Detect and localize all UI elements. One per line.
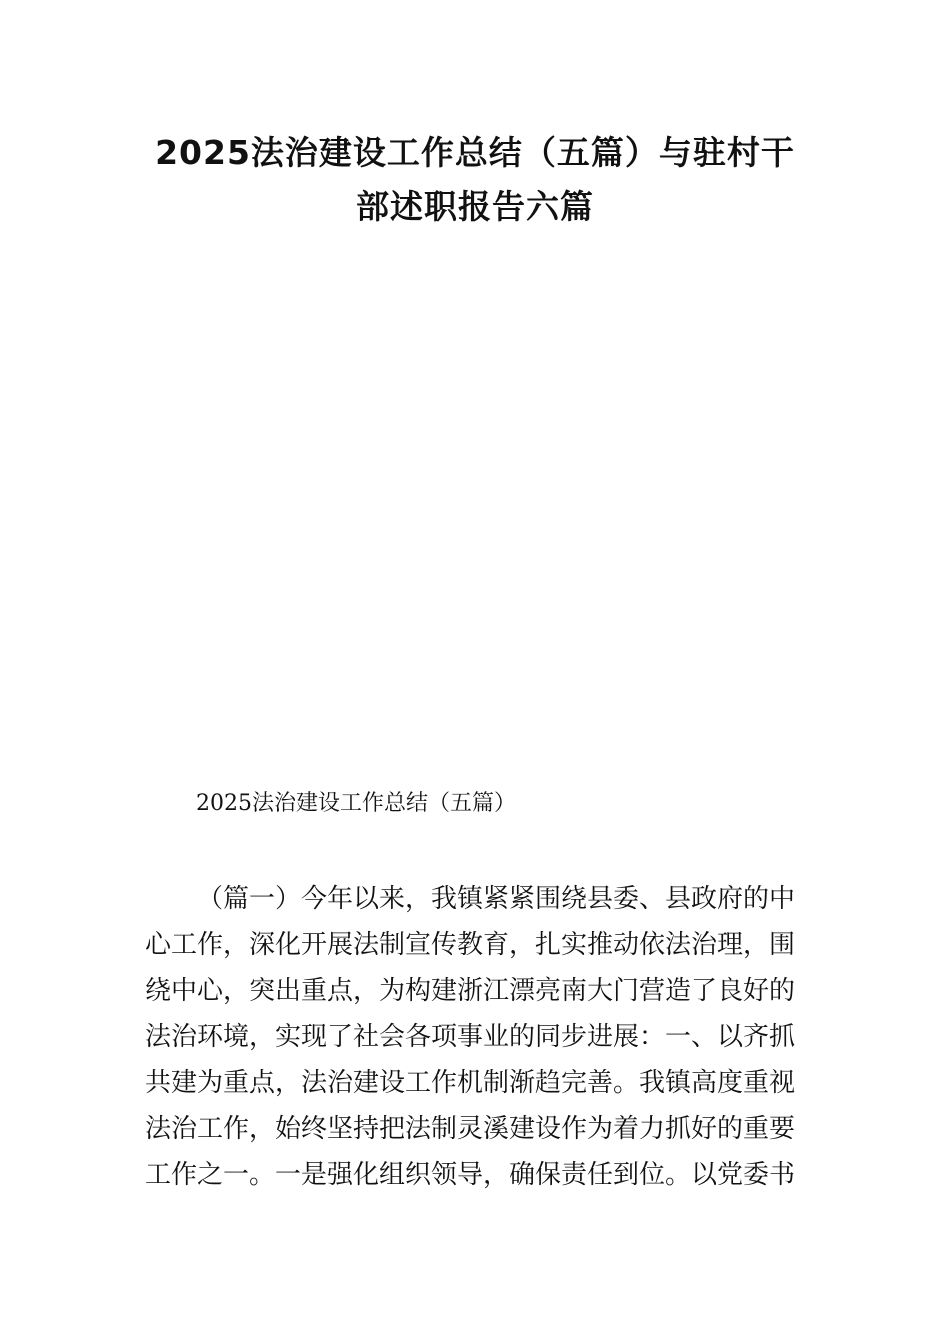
- paragraph-line: 法治工作，始终坚持把法制灵溪建设作为着力抓好的重要: [145, 1114, 796, 1144]
- paragraph-line: 绕中心，突出重点，为构建浙江漂亮南大门营造了良好的: [145, 976, 796, 1006]
- paragraph-line: 工作之一。一是强化组织领导，确保责任到位。以党委书: [145, 1160, 796, 1190]
- section-heading: 2025法治建设工作总结（五篇）: [196, 791, 516, 816]
- paragraph-line: 心工作，深化开展法制宣传教育，扎实推动依法治理，围: [145, 930, 796, 960]
- body-paragraph: [145, 876, 807, 1198]
- paragraph-line: （篇一）今年以来，我镇紧紧围绕县委、县政府的中: [197, 884, 796, 914]
- document-title-line-1: 2025法治建设工作总结（五篇）与驻村干: [155, 133, 795, 172]
- paragraph-line: 共建为重点，法治建设工作机制渐趋完善。我镇高度重视: [145, 1068, 796, 1098]
- document-title-line-2: 部述职报告六篇: [356, 187, 594, 226]
- paragraph-line: 法治环境，实现了社会各项事业的同步进展：一、以齐抓: [145, 1022, 796, 1052]
- document-title: [140, 126, 810, 234]
